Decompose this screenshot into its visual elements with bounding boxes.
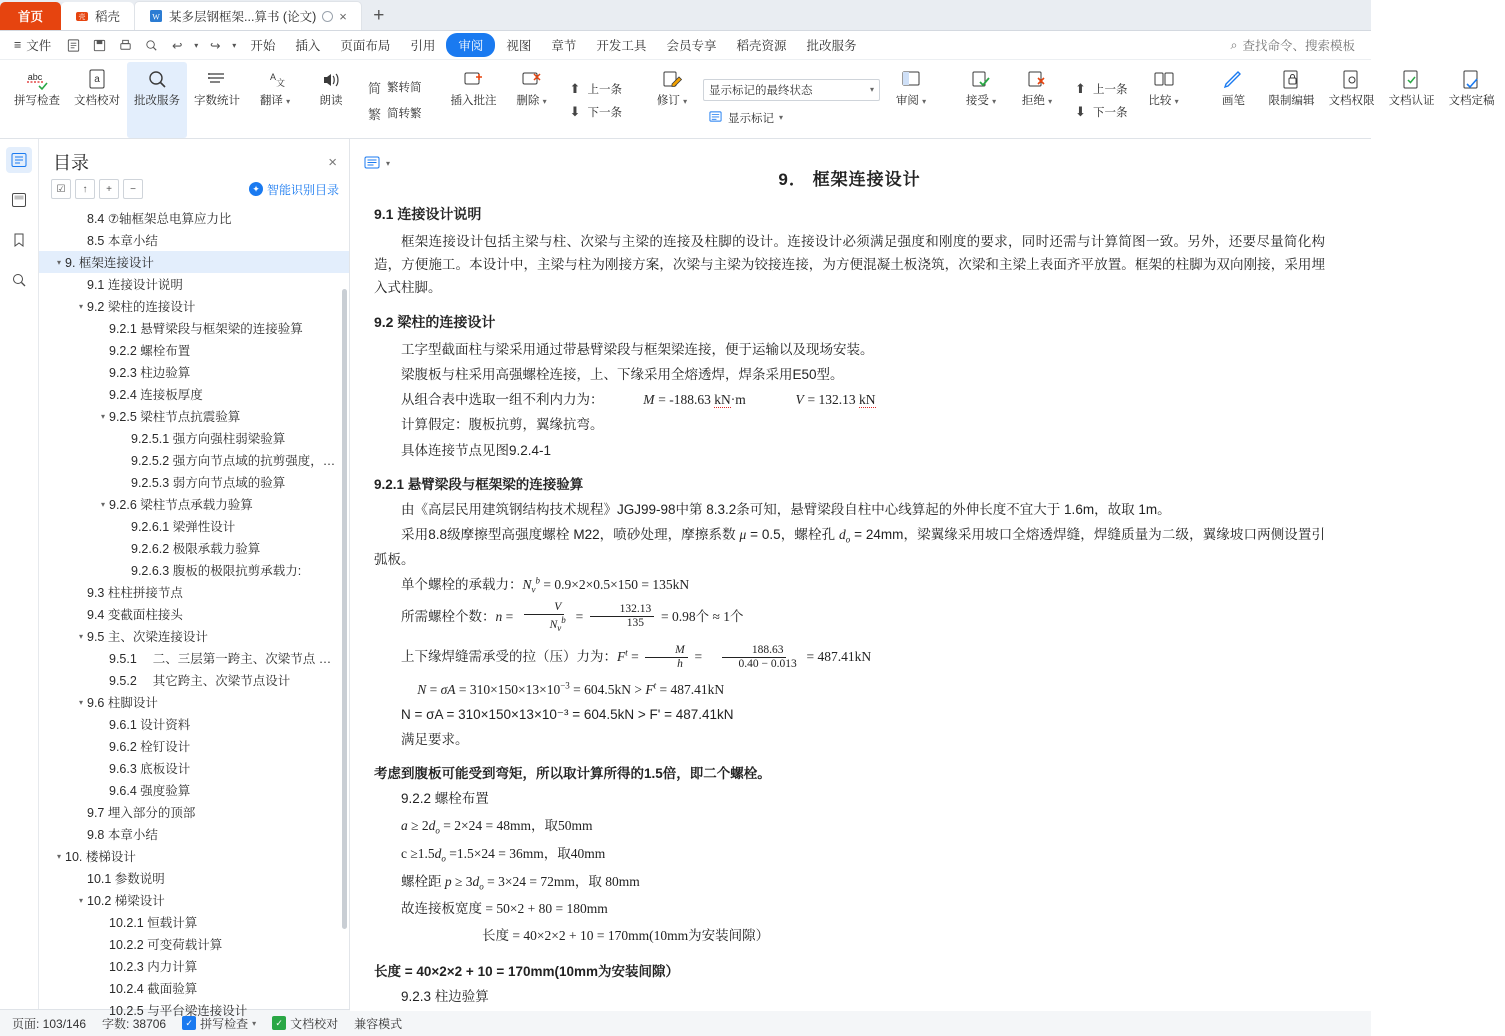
main-area	[0, 139, 1371, 1018]
outline-scrollbar[interactable]	[342, 289, 347, 929]
outline-title: 目录	[53, 153, 89, 173]
hamburger-icon: ≡	[14, 38, 22, 52]
read-aloud-label: 朗读	[319, 95, 343, 107]
compare-label: 比较 ▾	[1148, 95, 1179, 107]
tab-review[interactable]: 审阅	[446, 33, 495, 57]
fraction-13213-over-135: $\frac{132.13}{135}$	[590, 603, 655, 630]
reject-label: 拒绝 ▾	[1021, 95, 1053, 107]
outline-tree[interactable]	[39, 205, 349, 1027]
outline-item-label: 9.2.1 悬臂梁段与框架梁的连接验算	[109, 322, 303, 336]
equation-shear: V	[795, 392, 804, 408]
paragraph: N = σA = 310×150×13×10⁻³ = 604.5kN > F' = 487.41kN	[401, 706, 734, 722]
outline-item[interactable]	[39, 317, 349, 339]
chevron-down-icon: ▾	[542, 97, 547, 106]
arrow-up-icon: ⬆	[569, 80, 581, 96]
arrow-down-icon: ⬇	[1075, 103, 1086, 119]
outline-item-label: 9.2.6.2 极限承载力验算	[131, 542, 261, 556]
show-markup-button[interactable]	[703, 108, 880, 128]
equation-plate-length: 长度 = 40×2×2 + 10 = 170mm(10mm为安装间隙）	[482, 928, 770, 944]
paragraph: 满足要求。	[401, 731, 469, 747]
ink-pen-button[interactable]	[1206, 62, 1262, 138]
translate-label: 翻译 ▾	[259, 95, 291, 107]
compare-icon	[1152, 66, 1176, 94]
paragraph: 梁腹板与柱采用高强螺栓连接，上、下缘采用全熔透焊，焊条采用E50型。	[401, 366, 844, 382]
outline-item[interactable]	[39, 251, 349, 273]
paragraph: 工字型截面柱与梁采用通过带悬臂梁段与框架梁连接，便于运输以及现场安装。	[401, 341, 874, 357]
page-title: 9． 框架连接设计	[778, 170, 921, 189]
svg-text:壳: 壳	[78, 14, 86, 21]
tab-member[interactable]: 会员专享	[666, 39, 717, 53]
outline-item[interactable]	[39, 515, 349, 537]
heading-9-2-3: 长度 = 40×2×2 + 10 = 170mm(10mm为安装间隙）	[374, 964, 680, 980]
paragraph: 9.2.3 柱边验算	[401, 989, 489, 1005]
outline-item-label: 9.2.5.1 强方向强柱弱梁验算	[131, 432, 286, 446]
fraction-18863: $\frac{188.63}{0.40 - 0.013}$	[709, 644, 800, 671]
next-comment-button[interactable]	[563, 102, 628, 122]
paragraph: 由《高层民用建筑钢结构技术规程》JGJ99-98中第 8.3.2条可知，悬臂梁段自柱中心线算起的外伸长度不宜大于 1.6m，故取 1m。	[401, 501, 1171, 517]
undo-icon[interactable]: ↩	[172, 38, 183, 53]
doc-permission-label: 文档权限	[1328, 95, 1375, 107]
command-search-placeholder: 查找命令、搜索模板	[1242, 39, 1355, 53]
equation-moment: M	[643, 392, 655, 408]
outline-item[interactable]	[39, 559, 349, 581]
print-preview-icon[interactable]	[139, 34, 163, 56]
change-nav-stack	[1065, 62, 1136, 138]
simp-trad-icon: 繁	[367, 106, 381, 122]
compare-button[interactable]	[1136, 62, 1192, 138]
show-markup-label: 显示标记	[728, 112, 774, 125]
heading-9-2-1: 9.2.1 悬臂梁段与框架梁的连接验算	[374, 476, 584, 492]
outline-item[interactable]	[39, 713, 349, 735]
outline-item-label: 9.6.2 栓钉设计	[109, 740, 191, 754]
outline-pane	[39, 139, 350, 1018]
outline-item[interactable]	[39, 449, 349, 471]
document-page[interactable]	[350, 139, 1371, 1011]
outline-promote-icon[interactable]: ↑	[75, 179, 95, 199]
outline-item[interactable]	[39, 823, 349, 845]
rail-outline-icon[interactable]	[6, 147, 32, 173]
chevron-down-icon[interactable]: ▾	[56, 257, 61, 267]
track-changes-icon	[660, 66, 684, 94]
chevron-down-icon: ▾	[779, 113, 784, 122]
delete-comment-icon	[520, 66, 544, 94]
outline-item[interactable]	[39, 361, 349, 383]
translate-button[interactable]	[247, 62, 303, 138]
outline-item[interactable]	[39, 537, 349, 559]
markup-stack	[700, 62, 883, 138]
outline-item-label: 9.6 柱脚设计	[87, 696, 158, 710]
tab-unsaved-dot	[322, 11, 333, 22]
chevron-down-icon: ▾	[992, 97, 997, 106]
heading-9-2: 9.2 梁柱的连接设计	[374, 313, 496, 330]
chevron-down-icon: ▾	[683, 97, 688, 106]
tab-home[interactable]	[0, 2, 61, 30]
doc-proof-label: 文档校对	[74, 95, 120, 107]
chevron-down-icon[interactable]: ▾	[100, 411, 105, 421]
outline-item-label: 10. 楼梯设计	[65, 850, 136, 864]
outline-item-label: 8.5 本章小结	[87, 234, 158, 248]
outline-item[interactable]	[39, 779, 349, 801]
smart-outline-button[interactable]	[249, 181, 339, 198]
search-icon: ⌕	[1230, 37, 1238, 52]
outline-item[interactable]	[39, 229, 349, 251]
outline-item[interactable]	[39, 339, 349, 361]
outline-item[interactable]	[39, 427, 349, 449]
reject-button[interactable]	[1009, 62, 1065, 138]
tab-start[interactable]: 开始	[250, 39, 276, 53]
heading-9-1: 9.1 连接设计说明	[374, 206, 482, 222]
doc-check-icon	[1400, 66, 1424, 94]
paragraph: 9.2.2 螺栓布置	[401, 791, 489, 807]
prev-comment-button[interactable]	[563, 79, 628, 99]
outline-select-icon[interactable]: ☑	[51, 179, 71, 199]
outline-item[interactable]	[39, 625, 349, 647]
spell-check-button[interactable]	[7, 62, 67, 138]
redo-caret-icon[interactable]: ▾	[232, 40, 237, 50]
review-pane-button[interactable]	[883, 62, 939, 138]
equation-bolt-pitch: 螺栓距 $p \ge 3d_o = 3\times 24 = 72mm$，取 80mm	[401, 873, 640, 892]
show-markup-icon	[708, 110, 723, 126]
rail-thumbnails-icon[interactable]	[6, 187, 32, 213]
delete-comment-label: 删除 ▾	[516, 95, 547, 107]
outline-item[interactable]	[39, 669, 349, 691]
comment-marker-icon[interactable]	[364, 155, 384, 173]
paragraph: 计算假定：腹板抗剪，翼缘抗弯。	[401, 417, 604, 433]
outline-item[interactable]	[39, 603, 349, 625]
chevron-down-icon: ▾	[1174, 97, 1179, 106]
comment-caret-icon[interactable]: ▾	[386, 159, 391, 168]
chevron-down-icon[interactable]: ▾	[78, 697, 83, 707]
trad-to-simp-label: 繁转简	[387, 82, 422, 94]
tab-references[interactable]: 引用	[410, 39, 436, 53]
ink-pen-label: 画笔	[1222, 95, 1245, 107]
tab-cloud[interactable]	[61, 2, 134, 30]
ribbon-review	[0, 60, 1495, 139]
chevron-down-icon[interactable]: ▾	[78, 631, 83, 641]
correction-service-button[interactable]	[127, 62, 187, 138]
outline-item-label: 10.2.3 内力计算	[109, 960, 198, 974]
outline-item-label: 9.2.5.3 弱方向节点域的验算	[131, 476, 286, 490]
rail-find-icon[interactable]	[6, 267, 32, 293]
next-change-button[interactable]	[1068, 102, 1133, 122]
redo-icon[interactable]: ↪	[210, 38, 221, 53]
review-pane-icon	[899, 66, 923, 94]
outline-close-icon[interactable]: ×	[328, 153, 337, 171]
outline-item-label: 9.5.2 其它跨主、次梁节点设计	[109, 674, 291, 688]
new-tab-button[interactable]: +	[373, 5, 385, 26]
outline-item-label: 10.2.5 与平台梁连接设计	[109, 1004, 248, 1018]
ribbon-group-protect	[1203, 62, 1505, 138]
speaker-icon	[319, 66, 343, 94]
tab-insert[interactable]: 插入	[295, 39, 321, 53]
tab-chapter[interactable]: 章节	[551, 39, 577, 53]
outline-item[interactable]	[39, 933, 349, 955]
trad-simp-icon: 简	[367, 80, 381, 96]
outline-item[interactable]	[39, 207, 349, 229]
insert-comment-button[interactable]	[444, 62, 504, 138]
word-count-button[interactable]	[187, 62, 247, 138]
doc-proof-label: 文档校对	[290, 1016, 339, 1031]
outline-item[interactable]	[39, 999, 349, 1021]
conversion-stack	[359, 62, 430, 138]
insert-comment-label: 插入批注	[450, 95, 497, 107]
ribbon-group-changes	[950, 62, 1195, 138]
next-change-label: 下一条	[1093, 106, 1128, 119]
insert-comment-icon	[462, 66, 486, 94]
pen-icon	[1221, 66, 1247, 94]
markup-state-select[interactable]	[703, 79, 880, 101]
doc-final-label: 文档定稿	[1448, 95, 1495, 107]
spellcheck-icon: ✓	[182, 1016, 196, 1030]
doc-certify-button[interactable]	[1382, 62, 1442, 138]
outline-item-label: 9.2.5.2 强方向节点域的抗剪强度，…	[131, 454, 336, 468]
file-menu-label: 文件	[26, 39, 52, 53]
outline-item[interactable]	[39, 383, 349, 405]
tab-bar	[0, 0, 1371, 31]
next-comment-label: 下一条	[587, 106, 622, 119]
outline-item-label: 9.6.3 底板设计	[109, 762, 191, 776]
outline-item-label: 9.6.4 强度验算	[109, 784, 191, 798]
outline-item-label: 9.8 本章小结	[87, 828, 158, 842]
chevron-down-icon: ▾	[286, 97, 291, 106]
compat-mode-label: 兼容模式	[354, 1016, 403, 1031]
heading-9-2-2: 考虑到腹板可能受到弯矩，所以取计算所得的1.5倍，即二个螺栓。	[374, 766, 771, 782]
abc-check-icon	[24, 66, 50, 94]
fraction-v-over-nv: $\frac{V}{N_v^b}$	[520, 601, 569, 634]
svg-text:W: W	[152, 12, 160, 22]
outline-item-label: 9.2.5 梁柱节点抗震验算	[109, 410, 241, 424]
outline-item-label: 9.1 连接设计说明	[87, 278, 183, 292]
word-count-indicator[interactable]: 字数: 38706	[102, 1016, 167, 1031]
command-search[interactable]	[1230, 36, 1365, 54]
outline-item[interactable]	[39, 757, 349, 779]
tab-home-label: 首页	[18, 10, 44, 24]
document-scroll[interactable]	[350, 139, 1371, 1011]
equation-bolt-count: 所需螺栓个数：n = $\frac{V}{N_v^b}$ = $\frac{132.13}{135}$ = 0.98个 ≈ 1个	[401, 600, 744, 633]
tab-document[interactable]	[134, 1, 362, 30]
equation-section-capacity: $N = \sigma A = 310\times 150\times 13\times 10^{-3} = 604.5kN > F^t = 487.41kN$	[417, 680, 725, 697]
fraction-m-over-h: $\frac{M}{h}$	[645, 644, 688, 671]
doc-certify-label: 文档认证	[1388, 95, 1435, 107]
track-changes-label: 修订 ▾	[656, 95, 688, 107]
doc-proof-button[interactable]	[67, 62, 127, 138]
tab-developer[interactable]: 开发工具	[596, 39, 647, 53]
rail-bookmark-icon[interactable]	[6, 227, 32, 253]
accept-button[interactable]	[953, 62, 1009, 138]
lock-icon	[1280, 66, 1304, 94]
outline-item-label: 9.5 主、次梁连接设计	[87, 630, 208, 644]
outline-item-label: 9. 框架连接设计	[65, 256, 154, 270]
chevron-down-icon[interactable]: ▾	[78, 895, 83, 905]
doc-proof-icon	[86, 66, 108, 94]
page-indicator[interactable]: 页面: 103/146	[12, 1016, 87, 1031]
read-aloud-button[interactable]	[303, 62, 359, 138]
cloud-icon	[75, 9, 89, 23]
prev-comment-label: 上一条	[587, 83, 622, 96]
svg-text:a: a	[94, 74, 100, 85]
outline-header	[39, 139, 349, 179]
tab-cloud-label: 稻壳	[95, 10, 121, 24]
file-menu-button[interactable]	[6, 34, 59, 56]
outline-item[interactable]	[39, 889, 349, 911]
review-pane-label: 审阅 ▾	[895, 95, 927, 107]
tab-correction-service[interactable]: 批改服务	[806, 39, 857, 53]
accept-check-icon	[969, 66, 993, 94]
save-icon[interactable]	[87, 34, 111, 56]
outline-item-label: 9.6.1 设计资料	[109, 718, 191, 732]
chevron-down-icon: ▾	[922, 97, 927, 106]
outline-item[interactable]	[39, 273, 349, 295]
smart-outline-icon: ✦	[249, 182, 263, 196]
arrow-down-icon: ⬇	[569, 103, 581, 119]
tab-document-label: 某多层钢框架...算书 (论文)	[169, 10, 317, 24]
document-area	[350, 139, 1371, 1009]
outline-item-label: 9.2.6.1 梁弹性设计	[131, 520, 236, 534]
outline-item[interactable]	[39, 647, 349, 669]
tab-view[interactable]: 视图	[506, 39, 532, 53]
doc-lock-icon	[1340, 66, 1364, 94]
correction-service-label: 批改服务	[134, 95, 180, 107]
accept-label: 接受 ▾	[965, 95, 997, 107]
outline-toolbar	[39, 179, 349, 205]
left-rail	[0, 139, 39, 1009]
ribbon-group-comments	[441, 62, 634, 138]
outline-item-label: 10.2 梯梁设计	[87, 894, 165, 908]
markup-state-value: 显示标记的最终状态	[709, 84, 813, 97]
undo-caret-icon[interactable]: ▾	[194, 40, 199, 50]
outline-item-label: 10.2.4 截面验算	[109, 982, 198, 996]
chevron-down-icon[interactable]: ▾	[78, 301, 83, 311]
restrict-editing-button[interactable]	[1262, 62, 1322, 138]
outline-expand-icon[interactable]: +	[99, 179, 119, 199]
trad-to-simp-button[interactable]	[362, 76, 427, 99]
paragraph-with-inline-eq: 从组合表中选取一组不利内力为： M = -188.63 kN·m V = 132.13 kN	[401, 392, 876, 408]
restrict-editing-label: 限制编辑	[1268, 95, 1315, 107]
word-count-label: 字数统计	[194, 95, 240, 107]
paragraph: 具体连接节点见图9.2.4-1	[401, 442, 552, 458]
outline-item[interactable]	[39, 867, 349, 889]
comment-nav-stack	[560, 62, 631, 138]
simp-to-trad-button[interactable]	[362, 102, 427, 125]
equation-bolt-capacity: 单个螺栓的承载力：$N_v^b = 0.9\times 2\times 0.5\times 150 = 135kN$	[401, 575, 690, 596]
svg-text:A: A	[270, 72, 277, 82]
outline-item[interactable]	[39, 691, 349, 713]
svg-text:abc: abc	[27, 72, 43, 82]
tab-close-icon[interactable]: ×	[339, 8, 347, 24]
simp-to-trad-label: 简转繁	[387, 108, 422, 120]
spellcheck-label: 拼写检查	[200, 1016, 249, 1031]
ribbon-group-proofing	[4, 62, 433, 138]
chevron-down-icon: ▾	[1048, 97, 1053, 106]
outline-item[interactable]	[39, 735, 349, 757]
outline-item[interactable]	[39, 801, 349, 823]
doc-permission-button[interactable]	[1322, 62, 1382, 138]
outline-item[interactable]	[39, 581, 349, 603]
outline-item-label: 10.2.1 恒载计算	[109, 916, 198, 930]
word-file-icon	[149, 9, 163, 23]
outline-collapse-icon[interactable]: −	[123, 179, 143, 199]
outline-item-label: 10.1 参数说明	[87, 872, 165, 886]
doc-final-icon	[1460, 66, 1484, 94]
inline-text: 从组合表中选取一组不利内力为：	[401, 392, 604, 408]
outline-item[interactable]	[39, 955, 349, 977]
prev-change-button[interactable]	[1068, 79, 1133, 99]
paragraph: 框架连接设计包括主梁与柱、次梁与主梁的连接及柱脚的设计。连接设计必须满足强度和刚度的要求，同时还需与计算简图一致。另外，还要尽量简化构造，方便施工。本设计中，主梁与柱为刚接方案，次梁与主梁为铰接连接，为方便混凝土板浇筑，次梁和主梁上表面齐平放置。框架的柱脚为双向刚接，采用埋入式柱脚。	[374, 234, 1325, 296]
equation-flange-force: 上下缘焊缝需承受的拉（压）力为：$F^t$ = $\frac{M}{h}$ = $\frac{188.63}{0.40 - 0.013}$ = 487.41kN	[401, 644, 872, 671]
outline-item-label: 9.2.2 螺栓布置	[109, 344, 191, 358]
outline-item-label: 9.2.3 柱边验算	[109, 366, 191, 380]
tab-page-layout[interactable]: 页面布局	[340, 39, 391, 53]
ribbon-group-tracking	[641, 62, 942, 138]
equation-edge-a: $a \ge 2d_o = 2\times 24 = 48mm$，取50mm	[401, 818, 593, 837]
equation-edge-c: $c \ge 1.5d_o =1.5\times 24 = 36mm$，取40mm	[401, 846, 606, 864]
reject-cross-icon	[1025, 66, 1049, 94]
spell-check-label: 拼写检查	[14, 95, 60, 107]
print-icon[interactable]	[113, 34, 137, 56]
outline-item[interactable]	[39, 471, 349, 493]
outline-item-label: 8.4 ⑦轴框架总电算应力比	[87, 212, 232, 226]
outline-item-label: 9.7 埋入部分的顶部	[87, 806, 196, 820]
delete-comment-button[interactable]	[504, 62, 560, 138]
equation-plate-width: 故连接板宽度 = 50×2 + 80 = 180mm	[401, 901, 608, 917]
chevron-down-icon: ▾	[252, 1018, 257, 1028]
outline-item[interactable]	[39, 493, 349, 515]
arrow-up-icon: ⬆	[1075, 80, 1086, 96]
svg-text:文: 文	[276, 78, 286, 88]
outline-item[interactable]	[39, 295, 349, 317]
outline-item-label: 10.2.2 可变荷载计算	[109, 938, 223, 952]
translate-icon	[263, 66, 287, 94]
outline-item-label: 9.4 变截面柱接头	[87, 608, 183, 622]
prev-change-label: 上一条	[1093, 83, 1128, 96]
outline-item-label: 9.3 柱柱拼接节点	[87, 586, 183, 600]
outline-item-label: 9.2.4 连接板厚度	[109, 388, 203, 402]
outline-item-label: 9.2.6.3 腹板的极限抗剪承载力:	[131, 564, 302, 578]
word-count-icon	[206, 66, 228, 94]
tab-docer[interactable]: 稻壳资源	[736, 39, 787, 53]
outline-item[interactable]	[39, 977, 349, 999]
outline-item[interactable]	[39, 911, 349, 933]
chevron-down-icon: ▾	[869, 85, 874, 94]
doc-proof-icon: ✓	[272, 1016, 286, 1030]
paragraph: 采用8.8级摩擦型高强度螺栓 M22，喷砂处理，摩擦系数 μ = 0.5，螺栓孔 $d_o = 24mm$，梁翼缘采用坡口全熔透焊缝，焊缝质量为二级，翼缘坡口两侧设置引弧板。	[374, 526, 1326, 568]
doc-final-button[interactable]	[1442, 62, 1502, 138]
track-changes-button[interactable]	[644, 62, 700, 138]
outline-item[interactable]	[39, 845, 349, 867]
outline-item-label: 9.2 梁柱的连接设计	[87, 300, 196, 314]
new-doc-icon[interactable]	[61, 34, 85, 56]
correction-search-icon	[146, 66, 168, 94]
chevron-down-icon[interactable]: ▾	[100, 499, 105, 509]
outline-item-label: 9.2.6 梁柱节点承载力验算	[109, 498, 253, 512]
outline-item[interactable]	[39, 405, 349, 427]
outline-item-label: 9.5.1 二、三层第一跨主、次梁节点 …	[109, 652, 332, 666]
smart-outline-label: 智能识别目录	[266, 182, 339, 197]
chevron-down-icon[interactable]: ▾	[56, 851, 61, 861]
menu-bar	[0, 31, 1371, 60]
